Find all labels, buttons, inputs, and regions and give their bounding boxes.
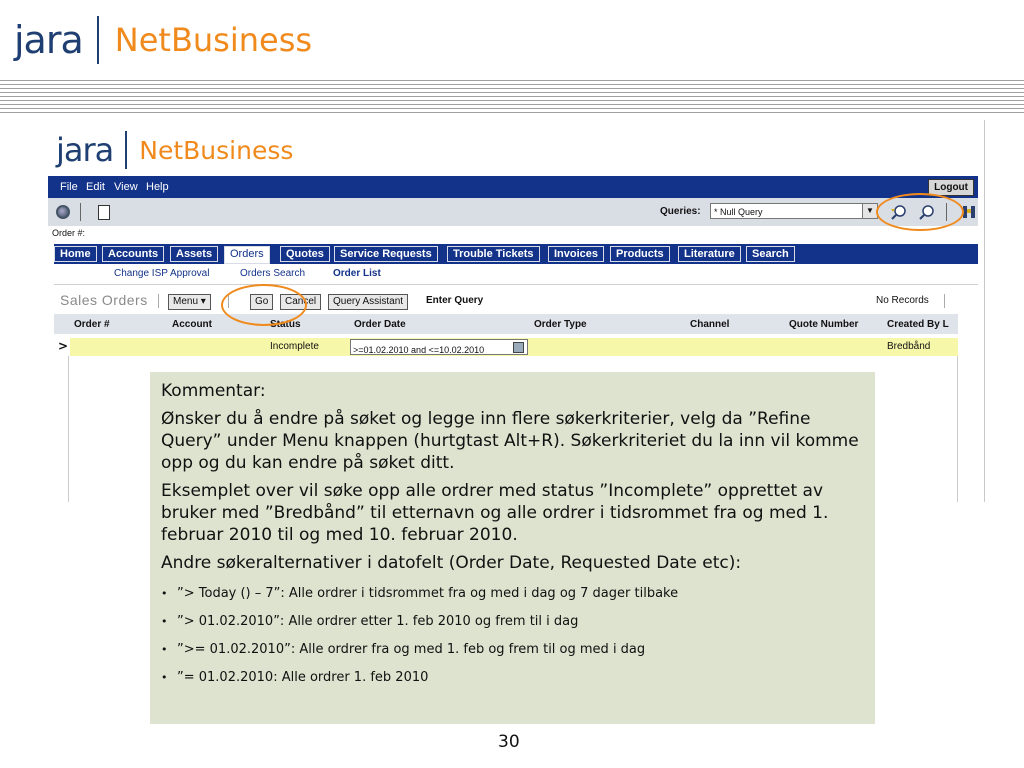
menu-edit[interactable]: Edit [86, 181, 105, 193]
comment-box [150, 372, 875, 724]
column-quote-number[interactable]: Quote Number [789, 319, 859, 330]
cancel-button[interactable]: Cancel [280, 294, 321, 310]
tab-literature[interactable]: Literature [678, 246, 741, 262]
cell-created-by[interactable]: Bredbånd [887, 341, 931, 352]
go-button[interactable]: Go [250, 294, 273, 310]
menu-button-label: Menu [173, 296, 199, 307]
order-number-label: Order #: [52, 228, 86, 238]
queries-select-value: * Null Query [714, 207, 763, 217]
slide-logo [14, 14, 312, 66]
logout-button[interactable]: Logout [928, 179, 974, 196]
records-divider [944, 294, 945, 308]
app-logo-divider [125, 131, 127, 169]
list-item: • ”> 01.02.2010”: Alle ordrer etter 1. feb 2010 og frem til i dag [161, 608, 865, 636]
list-item: • ”>= 01.02.2010”: Alle ordrer fra og med 1. feb og frem til og med i dag [161, 636, 865, 664]
binoculars-icon[interactable] [962, 204, 976, 220]
tab-quotes[interactable]: Quotes [280, 246, 330, 262]
app-logo [56, 130, 293, 170]
grid-header [54, 314, 958, 334]
tab-assets[interactable]: Assets [170, 246, 218, 262]
tab-home[interactable]: Home [54, 246, 97, 262]
applet-title: Sales Orders [60, 292, 148, 308]
column-order-date[interactable]: Order Date [354, 319, 406, 330]
comment-paragraph: Ønsker du å endre på søket og legge inn flere søkerkriterier, velg da ”Refine Query” under Menu knappen (hurtgtast Alt+R). Søkerkriteriet du la inn vil komme opp og du kan endre på søket ditt. [161, 409, 859, 473]
grid-right-border [957, 356, 958, 502]
comment-bullet-list [161, 580, 865, 692]
calendar-icon[interactable] [513, 342, 524, 353]
applet-divider [158, 294, 159, 308]
no-records-label: No Records [876, 295, 929, 306]
column-account[interactable]: Account [172, 319, 212, 330]
column-channel[interactable]: Channel [690, 319, 730, 330]
globe-icon[interactable] [56, 205, 70, 219]
document-icon[interactable] [98, 205, 110, 220]
sub-navigation [54, 264, 978, 285]
comment-paragraph: Andre søkeralternativer i datofelt (Order Date, Requested Date etc): [161, 553, 742, 573]
table-row[interactable] [70, 338, 958, 356]
cell-status[interactable]: Incomplete [270, 341, 319, 352]
highlight-go-button [221, 284, 307, 326]
logo-netbusiness-text: NetBusiness [114, 21, 313, 59]
list-item: • ”> Today () – 7”: Alle ordrer i tidsrommet fra og med i dag og 7 dager tilbake [161, 580, 865, 608]
query-assistant-button[interactable]: Query Assistant [328, 294, 408, 310]
menu-file[interactable]: File [60, 181, 78, 193]
chevron-down-icon[interactable]: ▼ [862, 204, 877, 218]
subnav-order-list[interactable]: Order List [333, 268, 381, 279]
enter-query-label: Enter Query [426, 295, 484, 306]
column-created-by[interactable]: Created By L [887, 319, 949, 330]
order-date-input[interactable] [350, 339, 528, 355]
comment-heading: Kommentar: [161, 381, 266, 401]
menu-view[interactable]: View [114, 181, 138, 193]
grid-left-border [68, 356, 69, 502]
tab-service-requests[interactable]: Service Requests [334, 246, 438, 262]
app-menubar [48, 176, 978, 198]
column-status[interactable]: Status [270, 319, 301, 330]
tab-accounts[interactable]: Accounts [102, 246, 164, 262]
subnav-orders-search[interactable]: Orders Search [240, 268, 306, 279]
app-tabs [54, 244, 978, 264]
tab-search[interactable]: Search [746, 246, 795, 262]
tab-orders[interactable]: Orders [224, 246, 270, 264]
column-order-type[interactable]: Order Type [534, 319, 587, 330]
list-item: • ”= 01.02.2010: Alle ordrer 1. feb 2010 [161, 664, 865, 692]
app-logo-netbusiness-text: NetBusiness [139, 135, 294, 165]
queries-select[interactable] [710, 203, 878, 219]
logo-jara-text: jara [14, 18, 83, 62]
order-date-value: >=01.02.2010 and <=10.02.2010 [353, 345, 485, 355]
tab-products[interactable]: Products [610, 246, 670, 262]
highlight-refine-query [876, 193, 964, 231]
queries-label: Queries: [660, 206, 701, 217]
toolbar-divider [80, 203, 81, 221]
app-toolbar [48, 198, 978, 226]
app-logo-jara-text: jara [56, 131, 114, 169]
row-selector-icon: > [58, 339, 69, 353]
menu-help[interactable]: Help [146, 181, 169, 193]
comment-paragraph: Eksemplet over vil søke opp alle ordrer med status ”Incomplete” opprettet av bruker med ”Bredbånd” til etternavn og alle ordrer i tidsrommet fra og med 1. februar 2010 til og med 10. februar 2010. [161, 481, 829, 545]
logo-divider [97, 16, 99, 64]
column-order-num[interactable]: Order # [74, 319, 110, 330]
tab-trouble-tickets[interactable]: Trouble Tickets [447, 246, 540, 262]
subnav-change-isp-approval[interactable]: Change ISP Approval [114, 268, 210, 279]
menu-button[interactable]: Menu ▾ [168, 294, 211, 310]
decorative-lines [0, 78, 1024, 118]
page-number: 30 [498, 732, 520, 752]
tab-invoices[interactable]: Invoices [548, 246, 604, 262]
